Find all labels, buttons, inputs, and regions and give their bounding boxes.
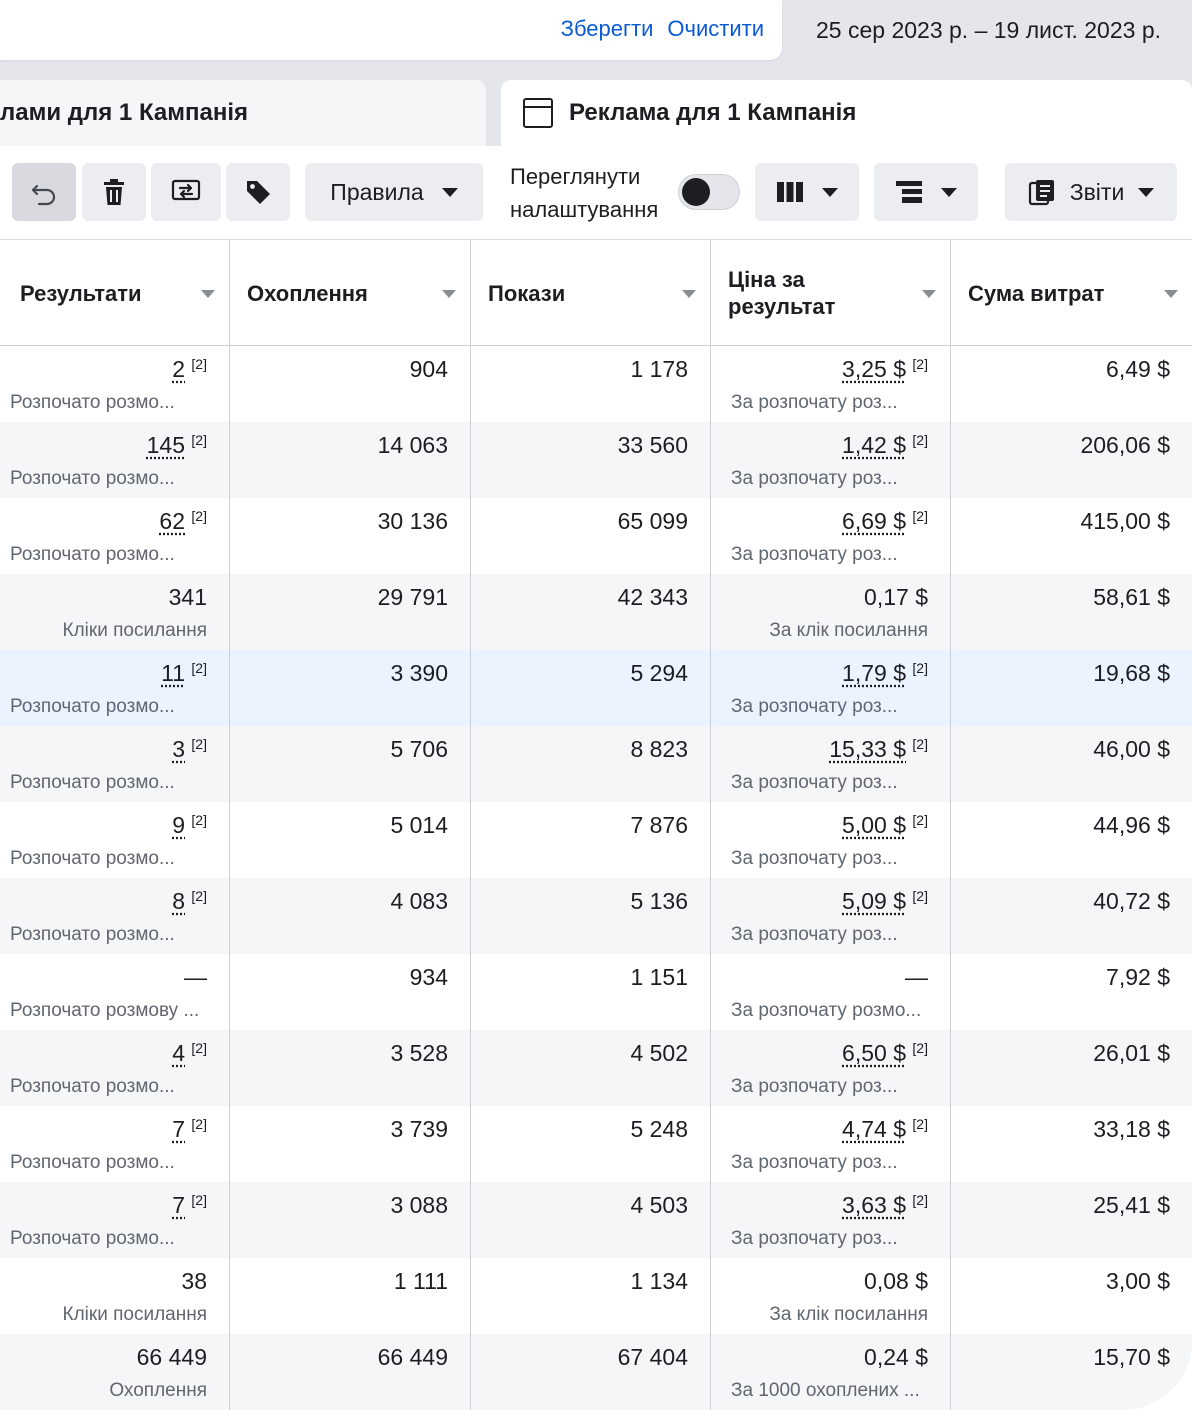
amount-spent-value: 58,61 $	[1093, 584, 1170, 610]
tab-ads[interactable]	[501, 80, 1192, 146]
reach-value: 1 111	[393, 1268, 448, 1294]
cost-per-result-value[interactable]: 3,63 $	[842, 1192, 906, 1218]
reach-value: 3 528	[390, 1040, 448, 1066]
reports-dropdown[interactable]	[1005, 163, 1177, 221]
impressions-value: 4 503	[630, 1192, 688, 1218]
chevron-down-icon	[1138, 188, 1154, 197]
cell-results	[0, 1334, 230, 1410]
results-subtitle: Розпочато розмо...	[10, 392, 175, 413]
footnote-marker: [2]	[912, 812, 928, 828]
results-value: 66 449	[136, 1344, 207, 1370]
ad-window-icon	[523, 98, 553, 128]
cell-impressions	[471, 1334, 711, 1410]
cell-cost-per-result	[711, 574, 951, 650]
column-header-results-label: Результати	[20, 280, 142, 306]
cell-reach	[230, 346, 471, 422]
results-subtitle: Розпочато розмо...	[10, 468, 175, 489]
columns-dropdown[interactable]	[755, 163, 859, 221]
amount-spent-value: 33,18 $	[1093, 1116, 1170, 1142]
view-settings-label	[510, 160, 658, 226]
cell-cost-per-result	[711, 954, 951, 1030]
cost-per-result-value[interactable]: 5,09 $	[842, 888, 906, 914]
cell-cost-per-result	[711, 1334, 951, 1410]
cell-impressions	[471, 954, 711, 1030]
view-settings-toggle[interactable]	[678, 174, 740, 210]
cell-amount-spent	[951, 1106, 1192, 1182]
tab-ads-label: Реклама для 1 Кампанія	[569, 99, 857, 126]
cell-impressions	[471, 498, 711, 574]
results-value[interactable]: 4	[172, 1040, 185, 1066]
table-row[interactable]	[0, 726, 1192, 802]
cell-amount-spent	[951, 1182, 1192, 1258]
amount-spent-value: 7,92 $	[1106, 964, 1170, 990]
results-value: —	[184, 964, 207, 990]
table-row[interactable]	[0, 1334, 1192, 1410]
tag-button[interactable]	[226, 163, 290, 221]
cell-impressions	[471, 346, 711, 422]
cell-reach	[230, 1334, 471, 1410]
results-subtitle: Розпочато розмо...	[10, 544, 175, 565]
cell-reach	[230, 1106, 471, 1182]
cost-per-result-subtitle: За розпочату роз...	[731, 1228, 898, 1249]
cell-amount-spent	[951, 1258, 1192, 1334]
impressions-value: 8 823	[630, 736, 688, 762]
cell-impressions	[471, 1030, 711, 1106]
cost-per-result-value[interactable]: 4,74 $	[842, 1116, 906, 1142]
cell-cost-per-result	[711, 1030, 951, 1106]
cell-results	[0, 1182, 230, 1258]
results-subtitle: Розпочато розмо...	[10, 924, 175, 945]
cell-reach	[230, 954, 471, 1030]
date-range-picker[interactable]: 25 сер 2023 р. – 19 лист. 2023 р.	[790, 0, 1192, 60]
cell-results	[0, 422, 230, 498]
cell-results	[0, 1030, 230, 1106]
results-value[interactable]: 145	[146, 432, 185, 458]
reach-value: 30 136	[377, 508, 448, 534]
view-settings-line2: налаштування	[510, 197, 659, 222]
cost-per-result-subtitle: За розпочату роз...	[731, 1152, 898, 1173]
cost-per-result-value: 0,08 $	[864, 1268, 928, 1294]
cost-per-result-subtitle: За 1000 охоплених ...	[731, 1380, 920, 1401]
sort-caret-icon	[442, 290, 456, 298]
chevron-down-icon	[822, 188, 838, 197]
cell-results	[0, 878, 230, 954]
cell-cost-per-result	[711, 346, 951, 422]
footnote-marker: [2]	[912, 1192, 928, 1208]
cell-impressions	[471, 650, 711, 726]
cell-reach	[230, 802, 471, 878]
cell-results	[0, 498, 230, 574]
save-button[interactable]: Зберегти	[560, 16, 654, 41]
cell-reach	[230, 1030, 471, 1106]
cell-amount-spent	[951, 498, 1192, 574]
footnote-marker: [2]	[912, 660, 928, 676]
cell-amount-spent	[951, 574, 1192, 650]
toggle-knob	[682, 178, 710, 206]
cell-amount-spent	[951, 726, 1192, 802]
reach-value: 29 791	[377, 584, 448, 610]
column-header-amount-spent-label: Сума витрат	[968, 280, 1105, 306]
cell-results	[0, 650, 230, 726]
reach-value: 5 706	[390, 736, 448, 762]
ads-table	[0, 240, 1192, 1410]
column-header-results[interactable]	[0, 240, 230, 346]
footnote-marker: [2]	[191, 508, 207, 524]
table-row[interactable]	[0, 802, 1192, 878]
amount-spent-value: 25,41 $	[1093, 1192, 1170, 1218]
results-subtitle: Охоплення	[109, 1380, 207, 1401]
clear-button[interactable]: Очистити	[667, 16, 764, 41]
table-row[interactable]	[0, 650, 1192, 726]
footnote-marker: [2]	[912, 432, 928, 448]
results-subtitle: Розпочато розмо...	[10, 1228, 175, 1249]
cost-header-line2: результат	[728, 294, 836, 319]
reach-value: 5 014	[390, 812, 448, 838]
sort-caret-icon	[682, 290, 696, 298]
footnote-marker: [2]	[191, 432, 207, 448]
column-header-reach-label: Охоплення	[247, 280, 368, 306]
table-row[interactable]	[0, 1030, 1192, 1106]
cost-per-result-value: 0,24 $	[864, 1344, 928, 1370]
footnote-marker: [2]	[191, 1116, 207, 1132]
results-value[interactable]: 7	[172, 1192, 185, 1218]
table-row[interactable]	[0, 1182, 1192, 1258]
cost-per-result-subtitle: За розпочату роз...	[731, 924, 898, 945]
results-subtitle: Розпочато розмо...	[10, 772, 175, 793]
table-toolbar	[0, 146, 1192, 240]
rules-dropdown[interactable]	[305, 163, 483, 221]
cell-cost-per-result	[711, 878, 951, 954]
cell-impressions	[471, 1258, 711, 1334]
column-header-reach[interactable]	[230, 240, 471, 346]
reach-value: 904	[409, 356, 448, 382]
impressions-value: 65 099	[617, 508, 688, 534]
cell-reach	[230, 1182, 471, 1258]
cell-impressions	[471, 574, 711, 650]
amount-spent-value: 40,72 $	[1093, 888, 1170, 914]
impressions-value: 1 178	[630, 356, 688, 382]
footnote-marker: [2]	[912, 736, 928, 752]
footnote-marker: [2]	[912, 1040, 928, 1056]
cost-per-result-subtitle: За розпочату роз...	[731, 772, 898, 793]
amount-spent-value: 44,96 $	[1093, 812, 1170, 838]
columns-icon	[776, 180, 804, 204]
cell-amount-spent	[951, 1030, 1192, 1106]
breakdown-icon	[895, 179, 923, 205]
results-value[interactable]: 7	[172, 1116, 185, 1142]
amount-spent-value: 46,00 $	[1093, 736, 1170, 762]
tag-icon	[244, 178, 272, 206]
impressions-value: 7 876	[630, 812, 688, 838]
footnote-marker: [2]	[191, 1040, 207, 1056]
undo-button[interactable]	[12, 163, 76, 221]
results-value[interactable]: 2	[172, 356, 185, 382]
cell-results	[0, 574, 230, 650]
results-value[interactable]: 9	[172, 812, 185, 838]
cell-impressions	[471, 1106, 711, 1182]
footnote-marker: [2]	[912, 1116, 928, 1132]
reach-value: 3 088	[390, 1192, 448, 1218]
footnote-marker: [2]	[191, 356, 207, 372]
cost-per-result-value[interactable]: 5,00 $	[842, 812, 906, 838]
cost-per-result-value[interactable]: 6,69 $	[842, 508, 906, 534]
cost-per-result-subtitle: За клік посилання	[769, 620, 928, 641]
delete-button[interactable]	[82, 163, 146, 221]
cell-results	[0, 954, 230, 1030]
footnote-marker: [2]	[912, 508, 928, 524]
cell-reach	[230, 1258, 471, 1334]
ab-test-icon	[171, 178, 201, 206]
results-value: 38	[181, 1268, 207, 1294]
top-bar	[0, 0, 782, 60]
amount-spent-value: 206,06 $	[1080, 432, 1170, 458]
impressions-value: 42 343	[617, 584, 688, 610]
footnote-marker: [2]	[191, 1192, 207, 1208]
cost-per-result-value: —	[905, 964, 928, 990]
cost-per-result-value: 0,17 $	[864, 584, 928, 610]
cell-cost-per-result	[711, 498, 951, 574]
results-subtitle: Кліки посилання	[62, 1304, 207, 1325]
reach-value: 3 739	[390, 1116, 448, 1142]
results-subtitle: Розпочато розмо...	[10, 1076, 175, 1097]
cost-header-line1: Ціна за	[728, 267, 805, 292]
cost-per-result-value[interactable]: 1,79 $	[842, 660, 906, 686]
cell-reach	[230, 574, 471, 650]
view-settings-line1: Переглянути	[510, 164, 641, 189]
cell-reach	[230, 498, 471, 574]
cell-cost-per-result	[711, 726, 951, 802]
cell-impressions	[471, 726, 711, 802]
cost-per-result-value[interactable]: 3,25 $	[842, 356, 906, 382]
cell-cost-per-result	[711, 1182, 951, 1258]
cell-results	[0, 726, 230, 802]
amount-spent-value: 26,01 $	[1093, 1040, 1170, 1066]
chevron-down-icon	[442, 188, 458, 197]
results-value: 341	[168, 584, 207, 610]
table-row[interactable]	[0, 574, 1192, 650]
cell-impressions	[471, 1182, 711, 1258]
cost-per-result-subtitle: За клік посилання	[769, 1304, 928, 1325]
footnote-marker: [2]	[191, 660, 207, 676]
results-subtitle: Кліки посилання	[62, 620, 207, 641]
cell-cost-per-result	[711, 1106, 951, 1182]
breakdown-dropdown[interactable]	[874, 163, 978, 221]
column-header-amount-spent[interactable]	[951, 240, 1192, 346]
impressions-value: 5 294	[630, 660, 688, 686]
cell-amount-spent	[951, 650, 1192, 726]
sort-caret-icon	[922, 290, 936, 298]
cost-per-result-value[interactable]: 15,33 $	[829, 736, 906, 762]
column-header-impressions[interactable]	[471, 240, 711, 346]
cell-cost-per-result	[711, 422, 951, 498]
column-header-cost-per-result[interactable]	[711, 240, 951, 346]
cell-amount-spent	[951, 802, 1192, 878]
table-header	[0, 240, 1192, 346]
cost-per-result-subtitle: За розпочату роз...	[731, 1076, 898, 1097]
cell-cost-per-result	[711, 802, 951, 878]
amount-spent-value: 15,70 $	[1093, 1344, 1170, 1370]
table-row[interactable]	[0, 1106, 1192, 1182]
footnote-marker: [2]	[912, 888, 928, 904]
results-value[interactable]: 62	[159, 508, 185, 534]
table-row[interactable]	[0, 422, 1192, 498]
amount-spent-value: 3,00 $	[1106, 1268, 1170, 1294]
cost-per-result-subtitle: За розпочату роз...	[731, 696, 898, 717]
cell-reach	[230, 650, 471, 726]
cell-cost-per-result	[711, 1258, 951, 1334]
trash-icon	[101, 178, 127, 206]
impressions-value: 33 560	[617, 432, 688, 458]
amount-spent-value: 19,68 $	[1093, 660, 1170, 686]
table-row[interactable]	[0, 346, 1192, 422]
table-row[interactable]	[0, 954, 1192, 1030]
cell-amount-spent	[951, 346, 1192, 422]
impressions-value: 1 151	[630, 964, 688, 990]
cell-results	[0, 1258, 230, 1334]
cost-per-result-subtitle: За розпочату роз...	[731, 468, 898, 489]
cost-per-result-subtitle: За розпочату роз...	[731, 848, 898, 869]
cell-cost-per-result	[711, 650, 951, 726]
table-row[interactable]	[0, 878, 1192, 954]
footnote-marker: [2]	[912, 356, 928, 372]
cell-impressions	[471, 878, 711, 954]
cost-per-result-value[interactable]: 6,50 $	[842, 1040, 906, 1066]
reach-value: 3 390	[390, 660, 448, 686]
reach-value: 934	[409, 964, 448, 990]
cell-reach	[230, 422, 471, 498]
footnote-marker: [2]	[191, 736, 207, 752]
cell-results	[0, 1106, 230, 1182]
cell-amount-spent	[951, 422, 1192, 498]
impressions-value: 1 134	[630, 1268, 688, 1294]
top-bar-actions	[561, 16, 764, 42]
impressions-value: 4 502	[630, 1040, 688, 1066]
cost-per-result-subtitle: За розпочату роз...	[731, 544, 898, 565]
table-row[interactable]	[0, 498, 1192, 574]
impressions-value: 5 136	[630, 888, 688, 914]
rules-label: Правила	[330, 178, 424, 205]
chevron-down-icon	[941, 188, 957, 197]
impressions-value: 5 248	[630, 1116, 688, 1142]
cell-impressions	[471, 422, 711, 498]
reach-value: 4 083	[390, 888, 448, 914]
column-header-impressions-label: Покази	[488, 280, 566, 306]
reach-value: 66 449	[377, 1344, 448, 1370]
footnote-marker: [2]	[191, 812, 207, 828]
cost-per-result-subtitle: За розпочату розмо...	[731, 1000, 922, 1021]
cell-reach	[230, 878, 471, 954]
results-value[interactable]: 8	[172, 888, 185, 914]
amount-spent-value: 415,00 $	[1080, 508, 1170, 534]
results-value[interactable]: 11	[161, 660, 185, 686]
tab-ad-sets[interactable]	[0, 80, 486, 146]
cell-amount-spent	[951, 954, 1192, 1030]
cost-per-result-subtitle: За розпочату роз...	[731, 392, 898, 413]
column-header-cost-per-result-label	[728, 266, 835, 320]
cell-reach	[230, 726, 471, 802]
ab-test-button[interactable]	[151, 163, 221, 221]
cell-impressions	[471, 802, 711, 878]
results-subtitle: Розпочато розмо...	[10, 1152, 175, 1173]
undo-icon	[30, 178, 58, 206]
tab-ad-sets-label: лами для 1 Кампанія	[0, 99, 248, 126]
cell-results	[0, 346, 230, 422]
sort-caret-icon	[1164, 290, 1178, 298]
amount-spent-value: 6,49 $	[1106, 356, 1170, 382]
reports-label: Звіти	[1069, 178, 1125, 205]
results-subtitle: Розпочато розмо...	[10, 696, 175, 717]
reach-value: 14 063	[377, 432, 448, 458]
results-subtitle: Розпочато розмову ...	[10, 1000, 200, 1021]
cell-results	[0, 802, 230, 878]
footnote-marker: [2]	[191, 888, 207, 904]
table-row[interactable]	[0, 1258, 1192, 1334]
cell-amount-spent	[951, 878, 1192, 954]
sort-caret-icon	[201, 290, 215, 298]
impressions-value: 67 404	[617, 1344, 688, 1370]
reports-icon	[1028, 178, 1056, 206]
results-value[interactable]: 3	[172, 736, 185, 762]
results-subtitle: Розпочато розмо...	[10, 848, 175, 869]
cost-per-result-value[interactable]: 1,42 $	[842, 432, 906, 458]
cell-amount-spent	[951, 1334, 1192, 1410]
